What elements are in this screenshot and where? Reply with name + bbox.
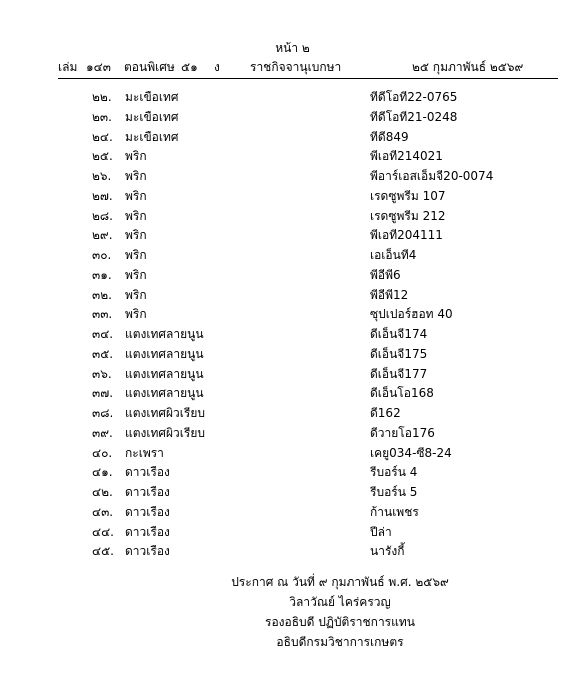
list-item	[0, 542, 585, 562]
section-number: ๕๑	[181, 60, 198, 74]
volume-label: เล่ม	[58, 60, 78, 74]
variety-name: ซุปเปอร์ฮอท 40	[370, 307, 453, 322]
variety-name: พีอีพี12	[370, 287, 409, 302]
variety-name: ดีเอ็นจี174	[370, 327, 428, 341]
crop-name: พริก	[125, 188, 147, 203]
variety-list	[0, 88, 585, 562]
item-number: ๓๘.	[92, 406, 114, 420]
crop-name: กะเพรา	[125, 445, 164, 460]
crop-name: มะเขือเทศ	[125, 90, 179, 104]
variety-name: ทีดีโอที21-0248	[370, 109, 458, 124]
gazette-name: ราชกิจจานุเบกษา	[250, 60, 342, 74]
announcement-date: ประกาศ ณ วันที่ ๙ กุมภาพันธ์ พ.ศ. ๒๕๖๙	[231, 575, 449, 589]
crop-name: ดาวเรือง	[125, 485, 170, 499]
crop-name: แตงเทศผิวเรียบ	[125, 425, 205, 440]
item-number: ๓๐.	[92, 248, 112, 262]
list-item	[0, 167, 585, 187]
item-number: ๒๙.	[92, 228, 113, 243]
signatory-position: รองอธิบดี ปฏิบัติราชการแทน	[265, 615, 415, 629]
crop-name: พริก	[125, 228, 147, 243]
list-item	[0, 523, 585, 543]
item-number: ๓๖.	[92, 366, 112, 381]
list-item	[0, 384, 585, 404]
variety-name: พีเอที214021	[370, 149, 443, 164]
item-number: ๒๓.	[92, 109, 112, 124]
list-item	[0, 325, 585, 345]
variety-name: ดีเอ็นจี175	[370, 346, 428, 361]
list-item	[0, 226, 585, 246]
list-item	[0, 207, 585, 227]
crop-name: ดาวเรือง	[125, 504, 170, 519]
crop-name: มะเขือเทศ	[125, 109, 179, 124]
list-item	[0, 187, 585, 207]
list-item	[0, 483, 585, 503]
item-number: ๓๑.	[92, 267, 112, 282]
item-number: ๒๘.	[92, 208, 113, 223]
volume-number: ๑๔๓	[86, 60, 111, 74]
item-number: ๓๒.	[92, 287, 112, 302]
crop-name: พริก	[125, 307, 147, 322]
crop-name: ดาวเรือง	[125, 524, 170, 539]
item-number: ๓๗.	[92, 386, 114, 401]
variety-name: รีบอร์น 5	[370, 485, 418, 499]
list-item	[0, 147, 585, 167]
list-item	[0, 463, 585, 483]
list-item	[0, 266, 585, 286]
header-rule	[58, 78, 558, 79]
crop-name: แตงเทศผิวเรียบ	[125, 406, 205, 420]
item-number: ๓๙.	[92, 425, 113, 440]
crop-name: แตงเทศลายนูน	[125, 386, 204, 401]
crop-name: ดาวเรือง	[125, 465, 170, 480]
list-item	[0, 444, 585, 464]
item-number: ๔๑.	[92, 465, 113, 480]
item-number: ๔๔.	[92, 524, 114, 539]
list-item	[0, 305, 585, 325]
item-number: ๔๕.	[92, 544, 114, 559]
signatory-name: วิลาวัณย์ ไคร่ครวญ	[289, 595, 391, 609]
variety-name: นารังกี้	[370, 544, 405, 559]
variety-name: ดีเอ็นจี177	[370, 366, 428, 381]
section-letter: ง	[214, 60, 220, 74]
crop-name: แตงเทศลายนูน	[125, 366, 204, 381]
list-item	[0, 503, 585, 523]
crop-name: พริก	[125, 267, 147, 282]
variety-name: รีบอร์น 4	[370, 465, 418, 480]
section-label: ตอนพิเศษ	[124, 60, 175, 74]
crop-name: พริก	[125, 208, 147, 223]
crop-name: ดาวเรือง	[125, 544, 170, 559]
crop-name: พริก	[125, 169, 147, 183]
item-number: ๔๒.	[92, 485, 113, 499]
list-item	[0, 88, 585, 108]
item-number: ๓๓.	[92, 307, 113, 322]
variety-name: เรดซูพรีม 107	[370, 188, 446, 203]
signatory-organization: อธิบดีกรมวิชาการเกษตร	[276, 635, 404, 649]
variety-name: พีอาร์เอสเอ็มจี20-0074	[370, 169, 494, 183]
variety-name: ทีดีโอที22-0765	[370, 90, 458, 104]
variety-name: ปีล่า	[370, 524, 392, 539]
list-item	[0, 345, 585, 365]
crop-name: แตงเทศลายนูน	[125, 346, 204, 361]
list-item	[0, 128, 585, 148]
item-number: ๓๕.	[92, 346, 114, 361]
item-number: ๔๐.	[92, 445, 113, 460]
variety-name: เอเอ็นที4	[370, 248, 417, 262]
variety-name: ดีเอ็นโอ168	[370, 386, 434, 401]
variety-name: พีอีพี6	[370, 267, 401, 282]
item-number: ๒๖.	[92, 169, 112, 183]
list-item	[0, 424, 585, 444]
list-item	[0, 246, 585, 266]
variety-name: พีเอที204111	[370, 228, 443, 243]
variety-name: เคยู034-ซี8-24	[370, 445, 452, 460]
item-number: ๒๒.	[92, 90, 112, 104]
crop-name: พริก	[125, 149, 147, 164]
crop-name: มะเขือเทศ	[125, 129, 179, 144]
gazette-date: ๒๕ กุมภาพันธ์ ๒๕๖๙	[412, 60, 524, 74]
list-item	[0, 404, 585, 424]
variety-name: ก้านเพชร	[370, 504, 419, 519]
list-item	[0, 108, 585, 128]
list-item	[0, 365, 585, 385]
crop-name: แตงเทศลายนูน	[125, 327, 204, 341]
crop-name: พริก	[125, 248, 147, 262]
crop-name: พริก	[125, 287, 147, 302]
item-number: ๒๗.	[92, 188, 113, 203]
list-item	[0, 286, 585, 306]
item-number: ๒๔.	[92, 129, 113, 144]
item-number: ๓๔.	[92, 327, 114, 341]
variety-name: เรดซูพรีม 212	[370, 208, 446, 223]
page-number: หน้า ๒	[275, 41, 310, 55]
variety-name: ดี162	[370, 406, 401, 420]
variety-name: ดีวายโอ176	[370, 425, 435, 440]
item-number: ๒๕.	[92, 149, 113, 164]
item-number: ๔๓.	[92, 504, 114, 519]
variety-name: ทีดี849	[370, 129, 409, 144]
